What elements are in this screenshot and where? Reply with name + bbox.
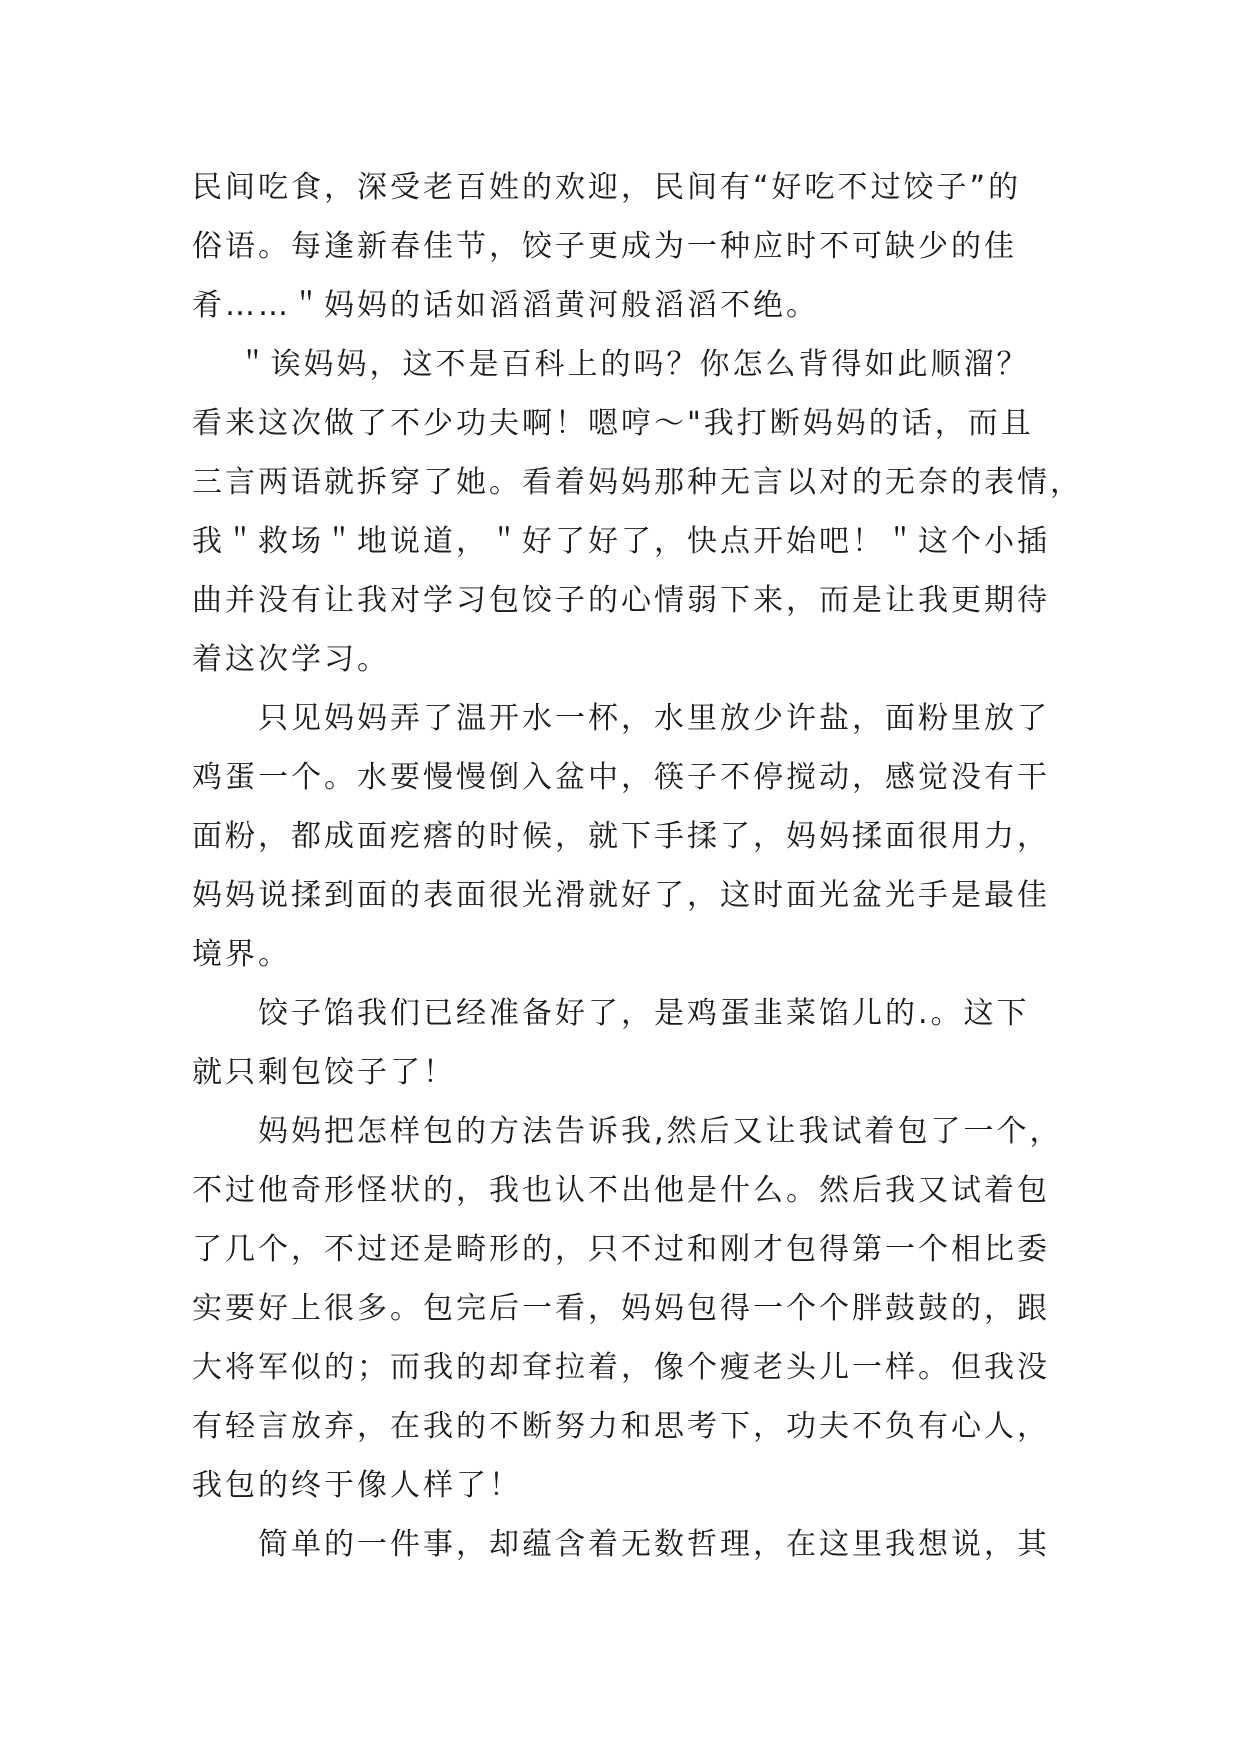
text-line: 不过他奇形怪状的，我也认不出他是什么。然后我又试着包 bbox=[192, 1173, 1050, 1208]
text-line: 只见妈妈弄了温开水一杯，水里放少许盐，面粉里放了 bbox=[192, 701, 1050, 736]
text-line: 着这次学习。 bbox=[192, 642, 390, 677]
text-line: 境界。 bbox=[192, 937, 291, 972]
text-line: 曲并没有让我对学习包饺子的心情弱下来，而是让我更期待 bbox=[192, 583, 1050, 618]
text-line: 三言两语就拆穿了她。看着妈妈那种无言以对的无奈的表情， bbox=[192, 465, 1083, 500]
text-line: 鸡蛋一个。水要慢慢倒入盆中，筷子不停搅动，感觉没有干 bbox=[192, 760, 1050, 795]
text-line: 看来这次做了不少功夫啊！嗯哼～"我打断妈妈的话，而且 bbox=[192, 406, 1034, 441]
text-line: 实要好上很多。包完后一看，妈妈包得一个个胖鼓鼓的，跟 bbox=[192, 1291, 1050, 1326]
text-line: 我＂救场＂地说道，＂好了好了，快点开始吧！＂这个小插 bbox=[192, 524, 1050, 559]
text-line: 肴……＂妈妈的话如滔滔黄河般滔滔不绝。 bbox=[192, 288, 819, 323]
text-line: 了几个，不过还是畸形的，只不过和刚才包得第一个相比委 bbox=[192, 1232, 1050, 1267]
text-line: 民间吃食，深受老百姓的欢迎，民间有“好吃不过饺子”的 bbox=[192, 170, 1022, 205]
text-line: 妈妈把怎样包的方法告诉我,然后又让我试着包了一个， bbox=[192, 1114, 1063, 1149]
text-line: 大将军似的；而我的却耷拉着，像个瘦老头儿一样。但我没 bbox=[192, 1350, 1050, 1385]
text-line: 就只剩包饺子了！ bbox=[192, 1055, 456, 1090]
text-line: 有轻言放弃，在我的不断努力和思考下，功夫不负有心人， bbox=[192, 1409, 1050, 1444]
text-line: ＂诶妈妈，这不是百科上的吗？你怎么背得如此顺溜？ bbox=[192, 347, 1030, 382]
text-line: 我包的终于像人样了！ bbox=[192, 1468, 522, 1503]
text-line: 妈妈说揉到面的表面很光滑就好了，这时面光盆光手是最佳 bbox=[192, 878, 1050, 913]
text-line: 简单的一件事，却蕴含着无数哲理，在这里我想说，其 bbox=[192, 1527, 1050, 1562]
text-line: 面粉，都成面疙瘩的时候，就下手揉了，妈妈揉面很用力， bbox=[192, 819, 1050, 854]
essay-body bbox=[192, 158, 1083, 1574]
text-line: 饺子馅我们已经准备好了，是鸡蛋韭菜馅儿的.。这下 bbox=[192, 996, 1030, 1031]
text-line: 俗语。每逢新春佳节，饺子更成为一种应时不可缺少的佳 bbox=[192, 229, 1017, 264]
